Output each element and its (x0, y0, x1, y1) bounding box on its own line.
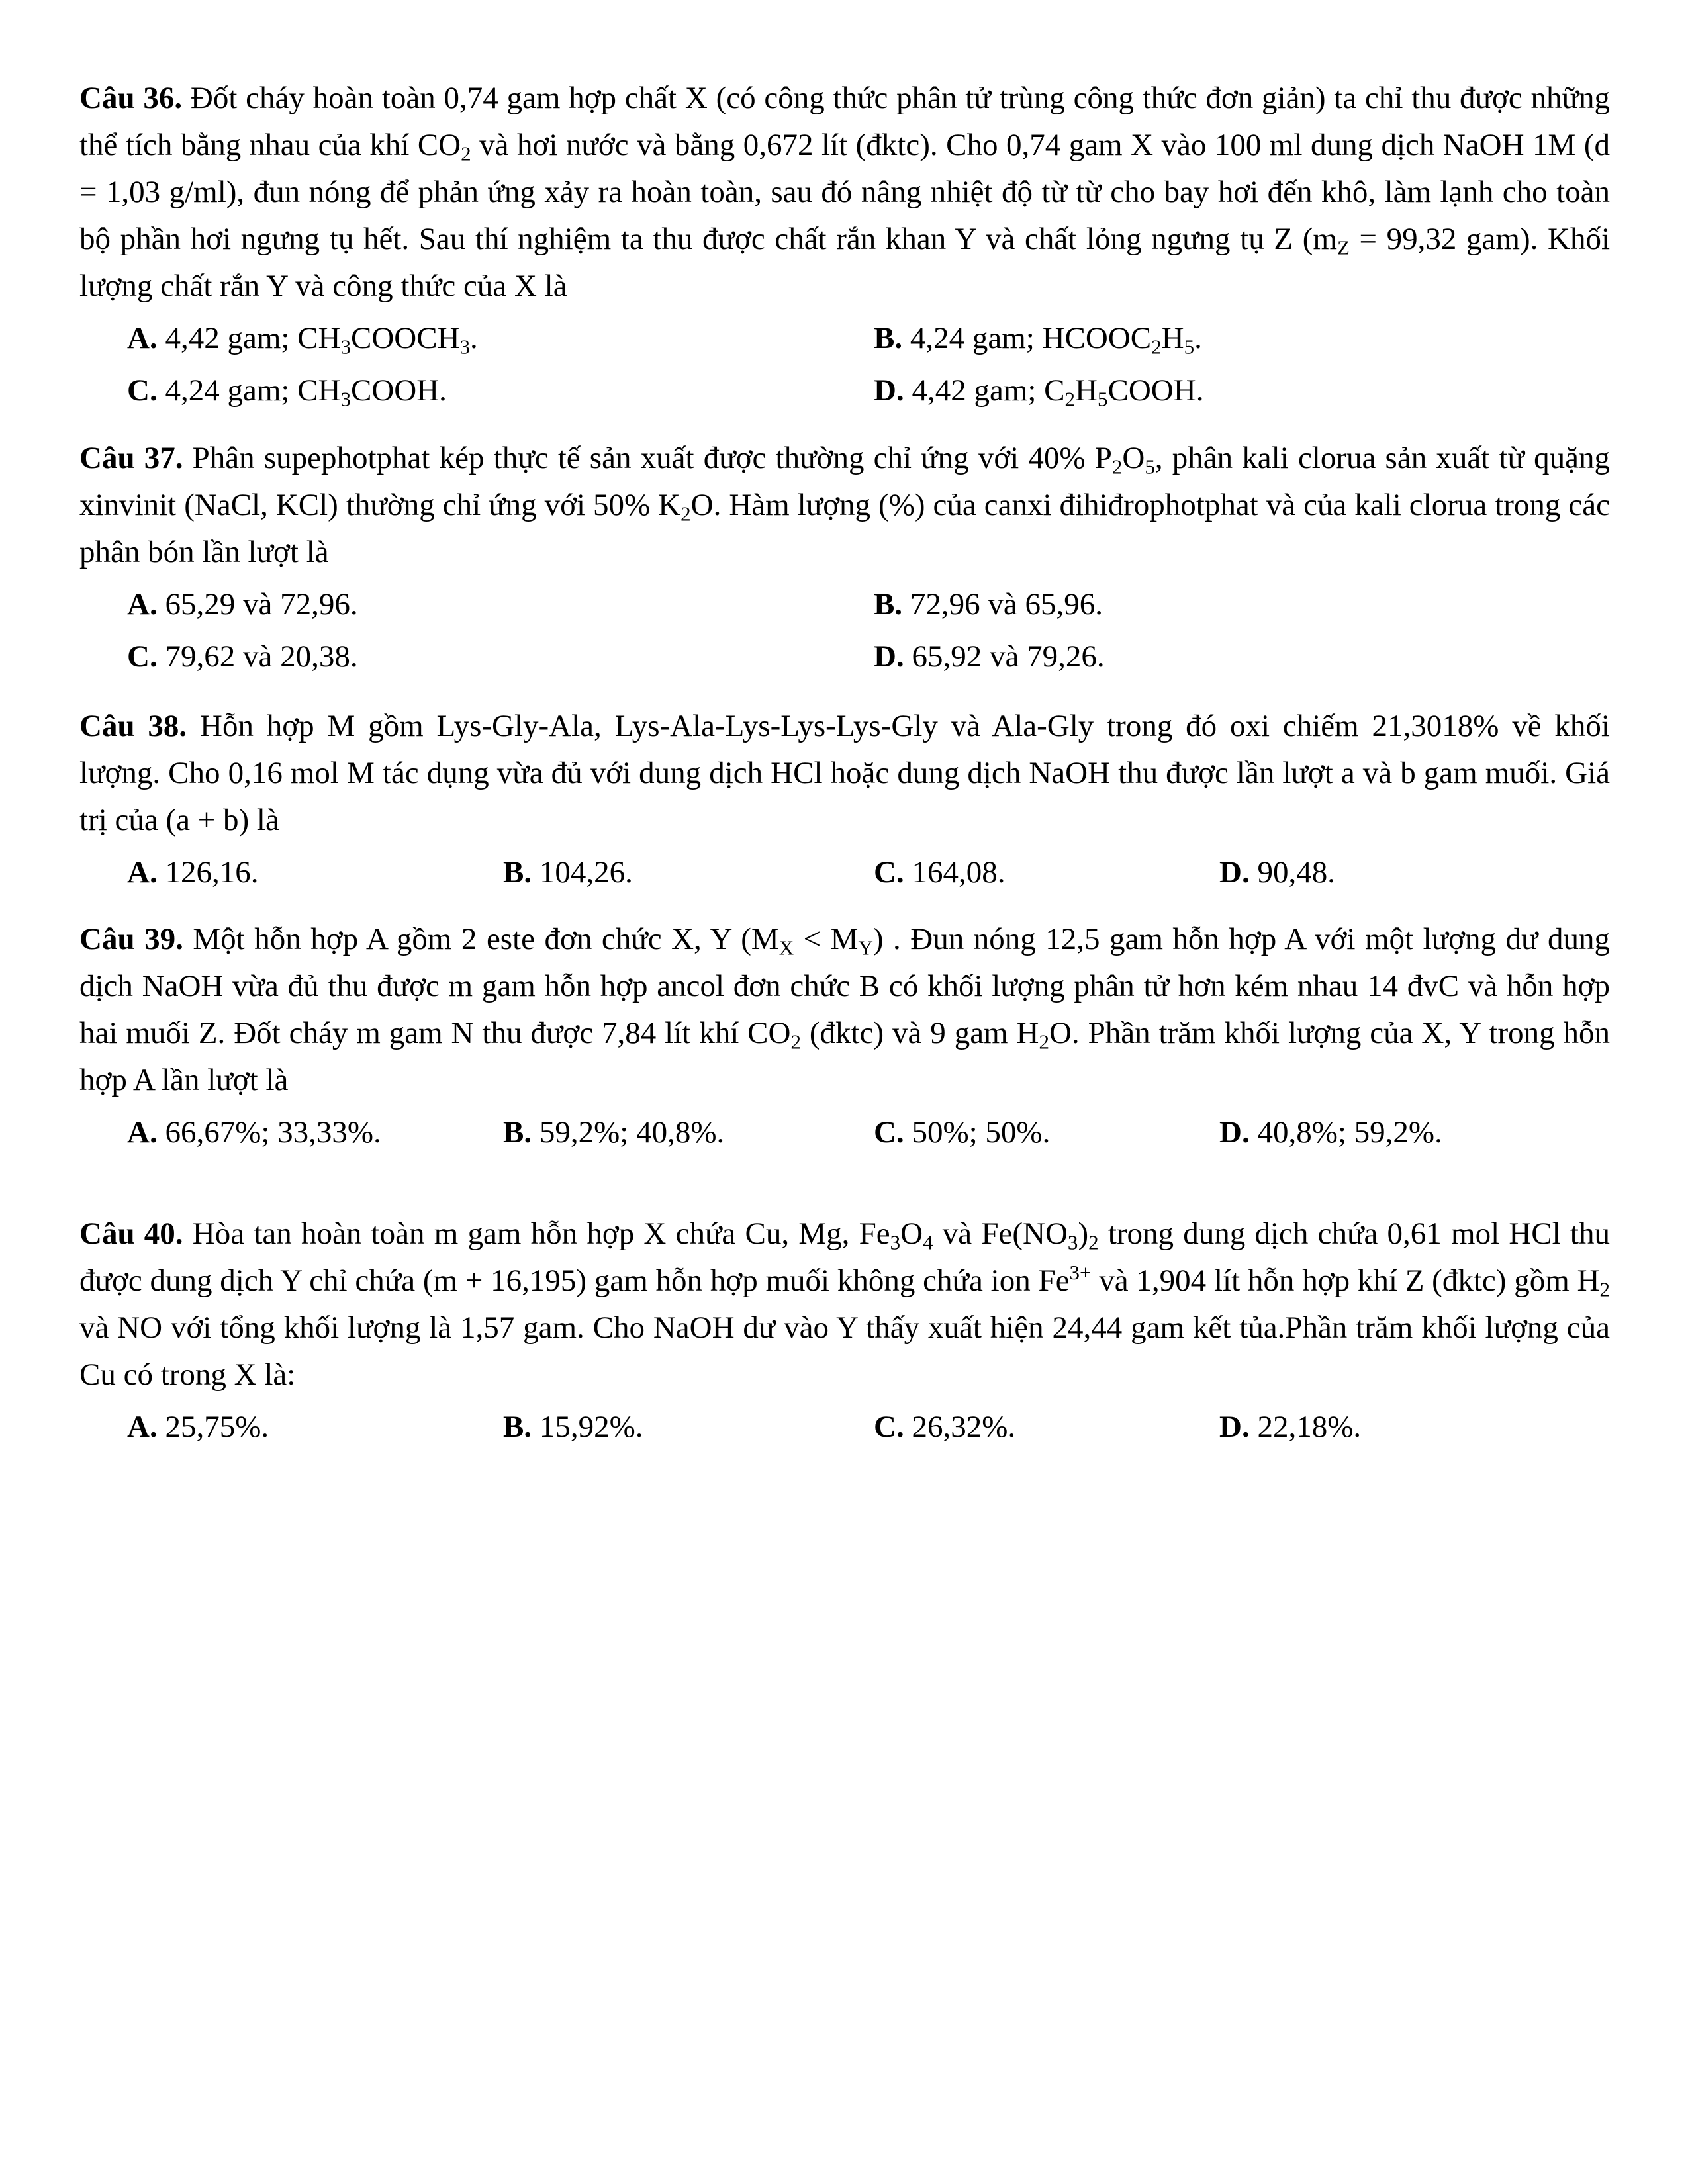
option-b[interactable]: B. 104,26. (503, 855, 633, 889)
answer-options (79, 315, 1610, 362)
option-a[interactable]: A. 25,75%. (127, 1410, 269, 1444)
option-b[interactable]: B. 15,92%. (503, 1410, 643, 1444)
question-stem: Câu 36. Đốt cháy hoàn toàn 0,74 gam hợp chất X (có công thức phân tử trùng công thức đơn giản) ta chỉ thu được những thể tích bằng nhau của khí $CO_2$ và hơi nước và bằng 0,672 lít (đktc). Cho 0,74 gam X vào 100 ml dung dịch NaOH 1M (d = 1,03 g/ml), đun nóng để phản ứng xảy ra hoàn toàn, sau đó nâng nhiệt độ từ từ cho bay hơi đến khô, làm lạnh cho toàn bộ phần hơi ngưng tụ hết. Sau thí nghiệm ta thu được chất rắn khan Y và chất lỏng ngưng tụ Z ($m_Z = 99,32$ gam). Khối lượng chất rắn Y và công thức của X là (79, 81, 1611, 303)
answer-options (79, 633, 1610, 680)
option-a[interactable]: A. 66,67%; 33,33%. (127, 1115, 381, 1150)
option-c[interactable]: C. 4,24 gam; $CH_3COOH$. (127, 373, 447, 411)
answer-options (79, 367, 1610, 414)
question-stem: Câu 37. Phân supephotphat kép thực tế sản xuất được thường chỉ ứng với 40% $P_2O_5$, phân kali clorua sản xuất từ quặng xinvinit (NaCl, KCl) thường chỉ ứng với 50% $K_2O$. Hàm lượng (%) của canxi đihiđrophotphat và của kali clorua trong các phân bón lần lượt là (79, 441, 1610, 569)
question-38 (79, 703, 1610, 896)
option-d[interactable]: D. 22,18%. (1219, 1410, 1362, 1444)
option-c[interactable]: C. 79,62 và 20,38. (127, 639, 358, 674)
question-number: Câu 40. (79, 1216, 183, 1251)
answer-options (79, 581, 1610, 628)
question-stem: Câu 40. Hòa tan hoàn toàn m gam hỗn hợp X chứa Cu, Mg, $Fe_3O_4$ và $Fe(NO_3)_2$ trong dung dịch chứa 0,61 mol HCl thu được dung dịch Y chỉ chứa (m + 16,195) gam hỗn hợp muối không chứa ion $Fe^{3+}$ và 1,904 lít hỗn hợp khí Z (đktc) gồm $H_2$ và NO với tổng khối lượng là 1,57 gam. Cho NaOH dư vào Y thấy xuất hiện 24,44 gam kết tủa.Phần trăm khối lượng của Cu có trong X là: (79, 1216, 1610, 1392)
option-c[interactable]: C. 164,08. (874, 855, 1006, 889)
option-d[interactable]: D. 65,92 và 79,26. (874, 639, 1105, 674)
question-number: Câu 39. (79, 922, 183, 956)
option-a[interactable]: A. 65,29 và 72,96. (127, 587, 358, 621)
option-b[interactable]: B. 59,2%; 40,8%. (503, 1115, 725, 1150)
option-a[interactable]: A. 126,16. (127, 855, 259, 889)
question-39 (79, 916, 1610, 1156)
option-c[interactable]: C. 50%; 50%. (874, 1115, 1051, 1150)
question-stem: Câu 39. Một hỗn hợp A gồm 2 este đơn chức X, Y $(M_X < M_Y)$ . Đun nóng 12,5 gam hỗn hợp A với một lượng dư dung dịch NaOH vừa đủ thu được m gam hỗn hợp ancol đơn chức B có khối lượng phân tử hơn kém nhau 14 đvC và hỗn hợp hai muối Z. Đốt cháy m gam N thu được 7,84 lít khí $CO_2$ (đktc) và 9 gam $H_2O$. Phần trăm khối lượng của X, Y trong hỗn hợp A lần lượt là (79, 922, 1610, 1097)
option-d[interactable]: D. 40,8%; 59,2%. (1219, 1115, 1442, 1150)
option-d[interactable]: D. 90,48. (1219, 855, 1335, 889)
question-number: Câu 38. (79, 709, 187, 743)
answer-options (79, 1404, 1610, 1451)
answer-options (79, 849, 1610, 896)
question-number: Câu 37. (79, 441, 183, 475)
question-stem: Câu 38. Hỗn hợp M gồm Lys-Gly-Ala, Lys-Ala-Lys-Lys-Lys-Gly và Ala-Gly trong đó oxi chiếm 21,3018% về khối lượng. Cho 0,16 mol M tác dụng vừa đủ với dung dịch HCl hoặc dung dịch NaOH thu được lần lượt a và b gam muối. Giá trị của (a + b) là (79, 709, 1610, 837)
question-36 (79, 75, 1610, 414)
question-number: Câu 36. (79, 81, 183, 115)
option-b[interactable]: B. 4,24 gam; $HCOOC_2H_5$. (874, 321, 1202, 359)
question-40 (79, 1210, 1610, 1451)
question-37 (79, 435, 1610, 680)
option-c[interactable]: C. 26,32%. (874, 1410, 1016, 1444)
option-d[interactable]: D. 4,42 gam; $C_2H_5COOH$. (874, 373, 1204, 411)
option-a[interactable]: A. 4,42 gam; $CH_3COOCH_3$. (127, 321, 478, 359)
option-b[interactable]: B. 72,96 và 65,96. (874, 587, 1103, 621)
answer-options (79, 1109, 1610, 1156)
